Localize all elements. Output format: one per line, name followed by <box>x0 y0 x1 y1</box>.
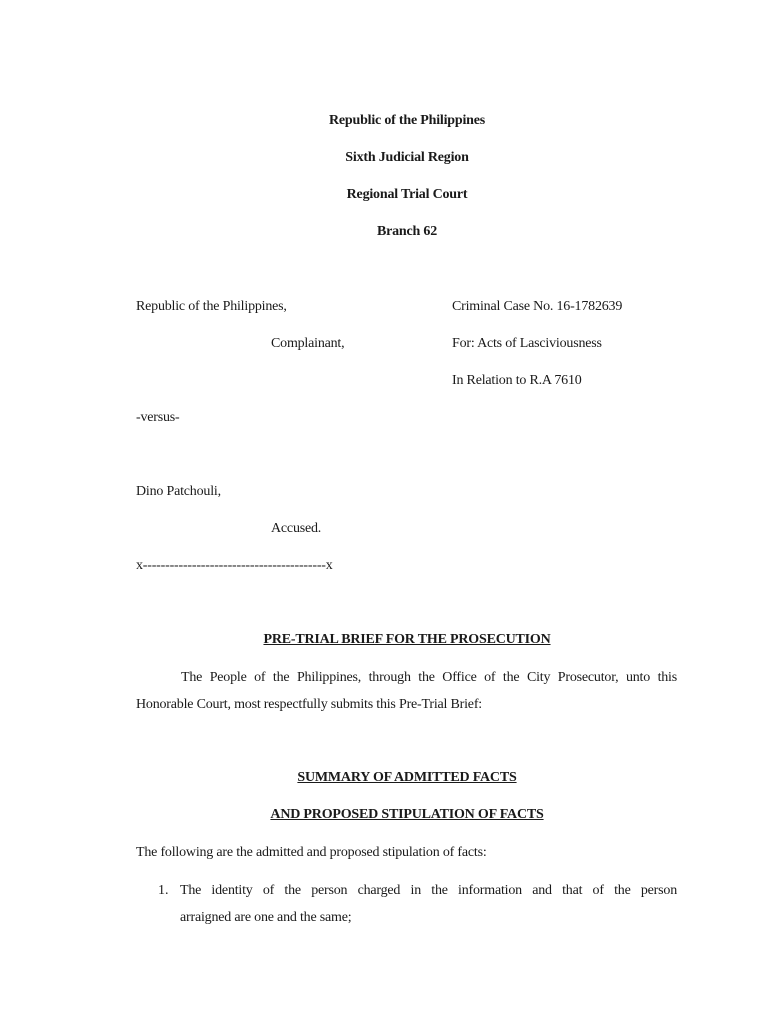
list-item-text-line2: arraigned are one and the same; <box>180 910 352 925</box>
section-intro: The following are the admitted and proposed stipulation of facts: <box>136 845 487 860</box>
intro-text: The People of the Philippines, through the Office of the City Prosecutor, unto this Honorable Court, most respectfully submits this Pre-Trial Brief: <box>136 670 677 712</box>
caption-offense: For: Acts of Lasciviousness <box>452 336 602 351</box>
caption-relation: In Relation to R.A 7610 <box>452 373 582 388</box>
section-title-summary: SUMMARY OF ADMITTED FACTS <box>297 770 517 785</box>
list-item-text-line1: The identity of the person charged in the information and that of the person <box>180 883 677 898</box>
header-republic: Republic of the Philippines <box>328 113 486 128</box>
intro-paragraph <box>136 664 677 718</box>
caption-versus: -versus- <box>136 410 180 425</box>
caption-case-number: Criminal Case No. 16-1782639 <box>452 299 623 314</box>
header-court: Regional Trial Court <box>346 187 468 202</box>
document-title: PRE-TRIAL BRIEF FOR THE PROSECUTION <box>263 632 551 647</box>
header-judicial-region: Sixth Judicial Region <box>345 150 469 165</box>
section-title-stipulation: AND PROPOSED STIPULATION OF FACTS <box>270 807 544 822</box>
caption-plaintiff-role: Complainant, <box>271 336 345 351</box>
caption-separator: x-----------------------------------------x <box>136 558 333 573</box>
list-item <box>158 877 677 931</box>
list-item-number: 1. <box>158 883 169 898</box>
caption-plaintiff: Republic of the Philippines, <box>136 299 287 314</box>
caption-accused-name: Dino Patchouli, <box>136 484 221 499</box>
header-branch: Branch 62 <box>376 224 438 239</box>
caption-accused-role: Accused. <box>271 521 322 536</box>
